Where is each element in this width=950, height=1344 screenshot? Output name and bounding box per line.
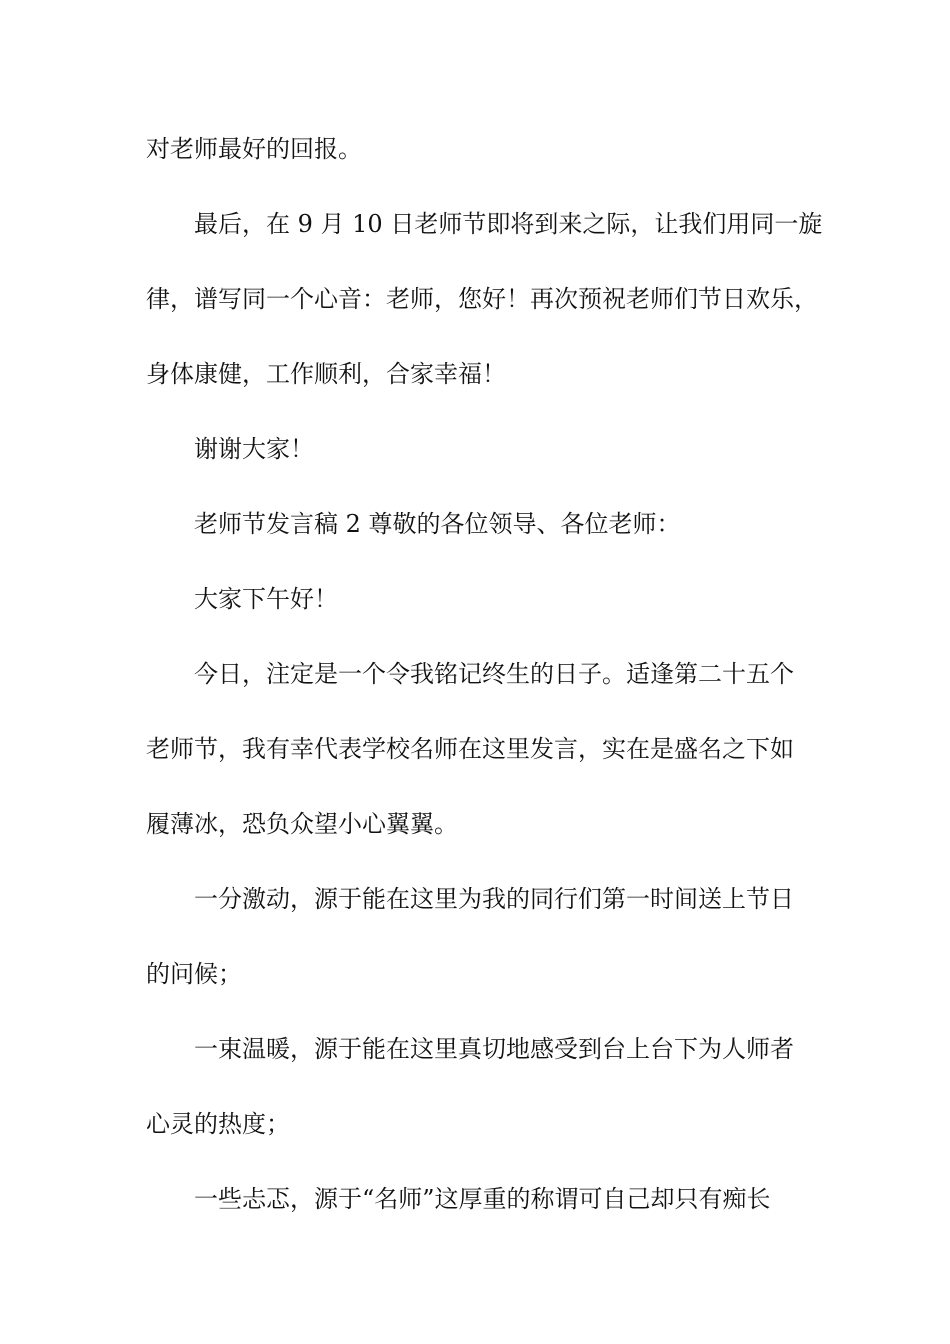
text-line: 的问候； [146,960,242,988]
text-line: 老师节发言稿 2 尊敬的各位领导、各位老师： [194,510,681,538]
text-line: 对老师最好的回报。 [146,135,362,163]
text-line: 履薄冰，恐负众望小心翼翼。 [146,810,458,838]
text-line: 最后，在 9 月 10 日老师节即将到来之际，让我们用同一旋 [194,210,823,238]
text-line: 谢谢大家！ [194,435,314,463]
text-line: 老师节，我有幸代表学校名师在这里发言，实在是盛名之下如 [146,735,794,763]
text-line: 今日，注定是一个令我铭记终生的日子。适逢第二十五个 [194,660,794,688]
text-line: 一些忐忑，源于“名师”这厚重的称谓可自己却只有痴长 [194,1185,771,1213]
text-line: 身体康健，工作顺利，合家幸福！ [146,360,506,388]
text-line: 律，谱写同一个心音：老师，您好！再次预祝老师们节日欢乐， [146,285,818,313]
text-line: 心灵的热度； [146,1110,290,1138]
text-line: 一束温暖，源于能在这里真切地感受到台上台下为人师者 [194,1035,794,1063]
text-line: 一分激动，源于能在这里为我的同行们第一时间送上节日 [194,885,794,913]
text-line: 大家下午好！ [194,585,338,613]
